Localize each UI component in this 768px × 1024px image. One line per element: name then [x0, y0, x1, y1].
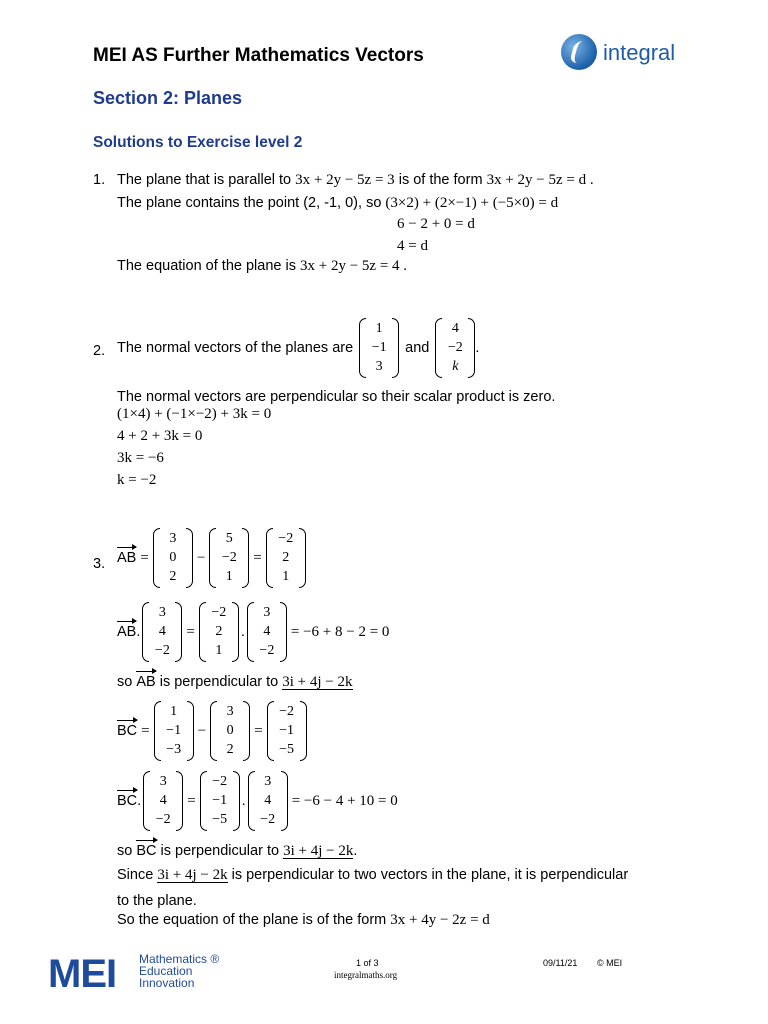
q3-since-line: Since 3i + 4j − 2k is perpendicular to two vectors in the plane, it is perpendicular	[117, 867, 629, 883]
q3-so-bc: so BC is perpendicular to 3i + 4j − 2k.	[117, 843, 358, 859]
q2-eq1: (1×4) + (−1×−2) + 3k = 0	[117, 406, 272, 422]
vector-ab-label: AB	[117, 550, 137, 566]
vector-bc-label: BC	[136, 843, 157, 859]
q1-line5	[117, 258, 407, 275]
exercise-subtitle: Solutions to Exercise level 2	[93, 134, 303, 151]
q1-number: 1.	[93, 172, 106, 188]
q1-math: 3x + 2y − 5z = 4 .	[300, 258, 408, 274]
q3-final-line: So the equation of the plane is of the form 3x + 4y − 2z = d	[117, 912, 490, 928]
q3-normal-vector: 3 4 −2	[247, 602, 287, 662]
q3-number: 3.	[93, 556, 106, 572]
page-number: 1 of 3	[356, 958, 379, 968]
q3-bc-dot-result: = −6 − 4 + 10 = 0	[291, 792, 398, 809]
q3-vector-oa: 5 −2 1	[209, 528, 249, 588]
q2-vector-2: 4 −2 k	[435, 318, 475, 378]
mei-logo: MEI	[48, 952, 117, 996]
q1-text: The equation of the plane is	[117, 258, 296, 274]
q3-normal-vector: 3 4 −2	[248, 771, 288, 831]
q2-vector-1: 1 −1 3	[359, 318, 399, 378]
vector-bc-label: BC	[117, 723, 138, 739]
q2-period: .	[475, 340, 480, 356]
mei-org-name: Mathematics ® Education Innovation	[139, 952, 220, 990]
q1-line3: 6 − 2 + 0 = d	[397, 216, 475, 232]
q3-ab-dot-line: AB . 3 4 −2 = −2 2 1 . 3 4 −2 = −6 + 8 − 2 = 0	[117, 602, 389, 662]
footer-copyright: © MEI	[597, 958, 623, 968]
q3-normal-vector: 3 4 −2	[142, 602, 182, 662]
vector-ab-label: AB	[117, 624, 137, 640]
q3-ab-dot-result: = −6 + 8 − 2 = 0	[290, 623, 390, 640]
q1-text: The plane that is parallel to	[117, 172, 292, 188]
q3-vector-ab: −2 2 1	[199, 602, 239, 662]
vector-ab-label: AB	[136, 674, 156, 690]
q1-line1	[117, 172, 594, 189]
section-title: Section 2: Planes	[93, 88, 243, 108]
q2-eq3: 3k = −6	[117, 450, 164, 466]
q2-eq2: 4 + 2 + 3k = 0	[117, 428, 203, 444]
q1-math: 3x + 2y − 5z = d .	[486, 172, 594, 188]
q1-math: (3×2) + (2×−1) + (−5×0) = d	[385, 195, 559, 211]
q2-vectors-line	[117, 318, 479, 378]
q1-text: The plane contains the point (2, -1, 0), so	[117, 195, 382, 211]
vector-bc-label: BC	[117, 793, 138, 809]
q3-normal-vector: 3 4 −2	[143, 771, 183, 831]
q2-eq4: k = −2	[117, 472, 157, 488]
q1-math: 3x + 2y − 5z = 3	[295, 172, 395, 188]
footer-date: 09/11/21	[543, 958, 578, 968]
q1-line4: 4 = d	[397, 238, 428, 254]
q3-vector-oc: 1 −1 −3	[154, 701, 194, 761]
q3-normal-ijk: 3i + 4j − 2k	[157, 867, 228, 883]
q3-so-ab: so AB is perpendicular to 3i + 4j − 2k	[117, 674, 353, 690]
q3-vector-ob: 3 0 2	[153, 528, 193, 588]
q3-normal-ijk: 3i + 4j − 2k	[283, 843, 354, 859]
q3-normal-ijk: 3i + 4j − 2k	[282, 674, 353, 690]
footer-site: integralmaths.org	[334, 970, 398, 980]
q1-line2	[117, 195, 558, 212]
q2-line2: The normal vectors are perpendicular so their scalar product is zero.	[117, 389, 556, 405]
q2-and: and	[405, 340, 430, 356]
q3-bc-line: BC = 1 −1 −3 − 3 0 2 = −2 −1 −5	[117, 701, 307, 761]
integral-logo-icon	[561, 34, 597, 70]
q3-ab-line: AB = 3 0 2 − 5 −2 1 = −2 2 1	[117, 528, 306, 588]
q3-final-equation: 3x + 4y − 2z = d	[390, 912, 490, 928]
q3-vector-ab: −2 2 1	[266, 528, 306, 588]
q3-vector-bc: −2 −1 −5	[200, 771, 240, 831]
q3-vector-bc: −2 −1 −5	[267, 701, 307, 761]
q2-number: 2.	[93, 343, 106, 359]
q3-since-cont: to the plane.	[117, 893, 197, 909]
document-title: MEI AS Further Mathematics Vectors	[93, 45, 424, 66]
q3-bc-dot-line: BC . 3 4 −2 = −2 −1 −5 . 3 4 −2 = −6 − 4 + 10 = 0	[117, 771, 398, 831]
integral-logo-text: integral	[603, 40, 676, 65]
q3-vector-ob: 3 0 2	[210, 701, 250, 761]
q2-text: The normal vectors of the planes are	[117, 340, 354, 356]
q1-text: is of the form	[398, 172, 483, 188]
